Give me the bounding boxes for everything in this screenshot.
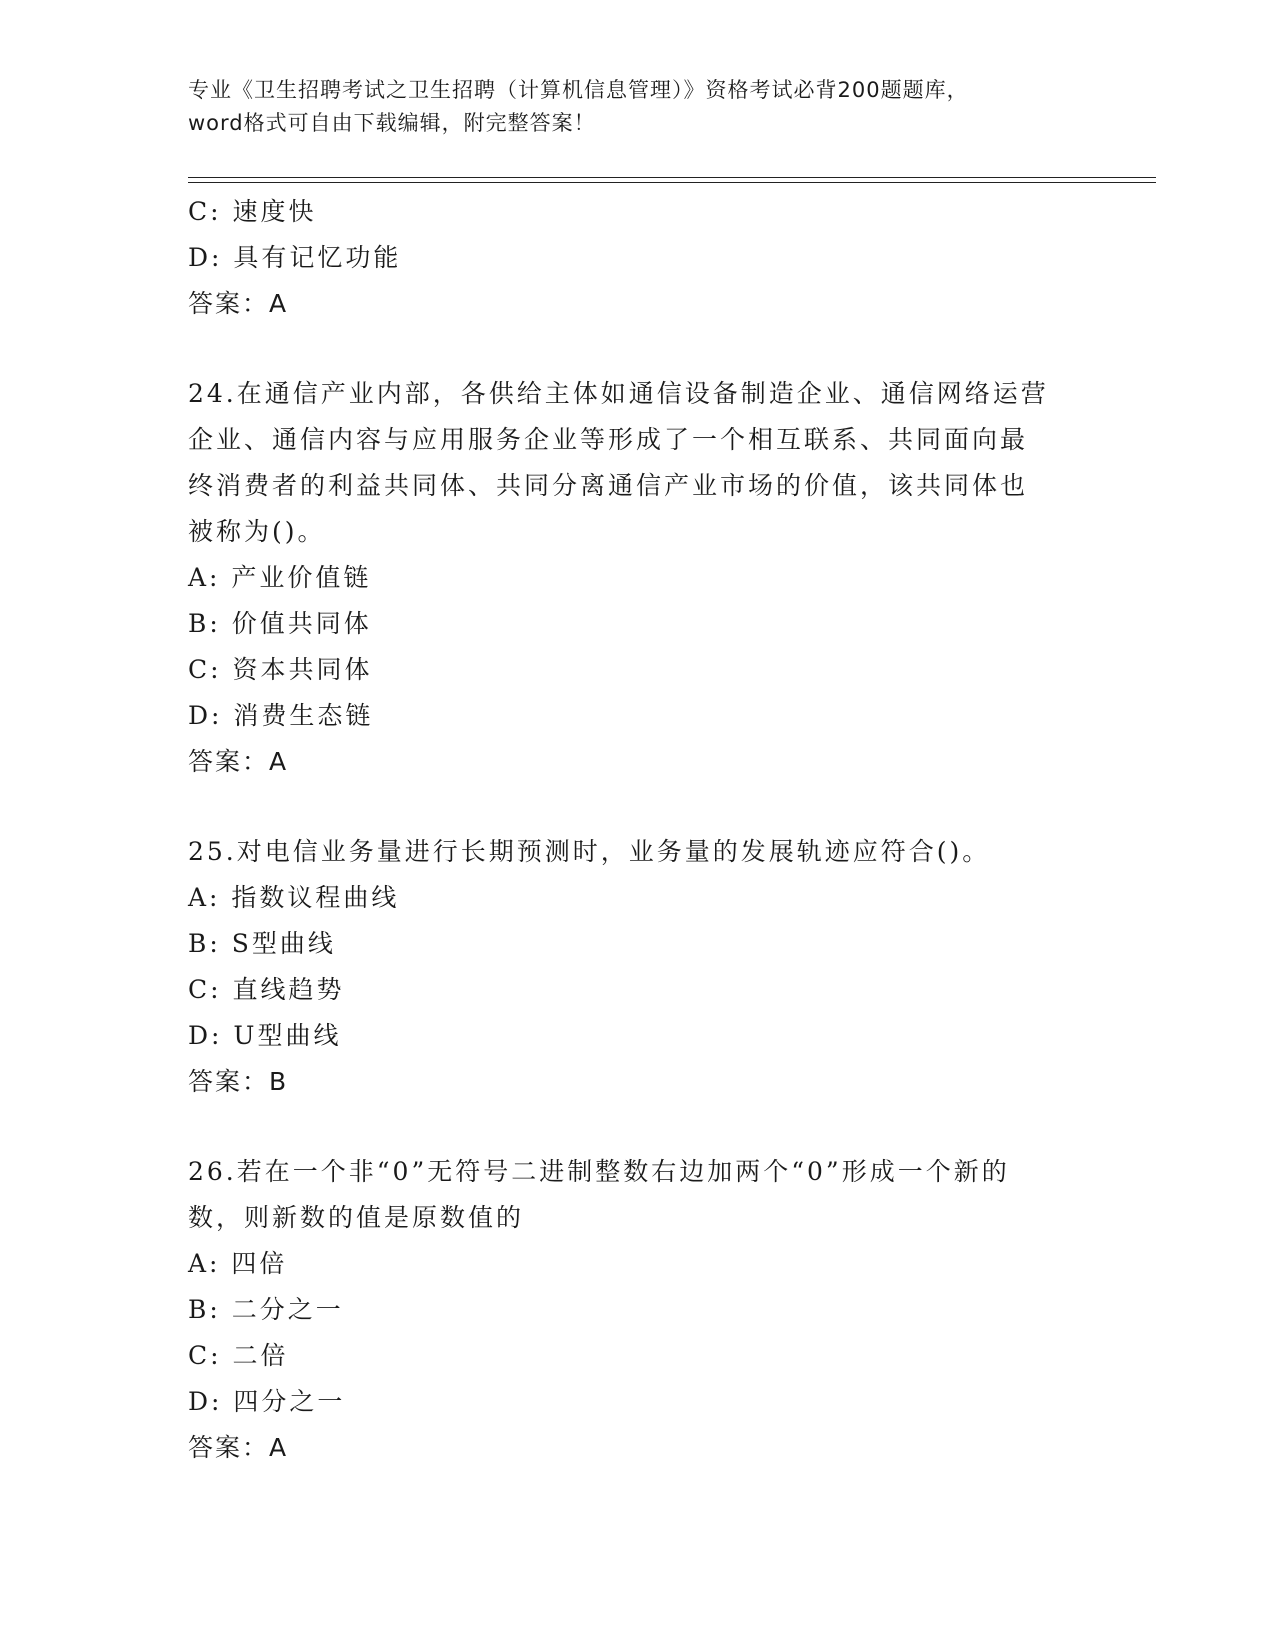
question-text-line: 企业、通信内容与应用服务企业等形成了一个相互联系、共同面向最 xyxy=(188,425,1029,454)
question-text-line: 25.对电信业务量进行长期预测时，业务量的发展轨迹应符合()。 xyxy=(188,837,991,866)
header-divider-bottom xyxy=(188,182,1156,183)
header-title-line-2: word格式可自由下载编辑，附完整答案！ xyxy=(188,111,596,135)
spacer xyxy=(188,785,1088,829)
option-c: C: 资本共同体 xyxy=(188,655,373,684)
document-header xyxy=(188,74,1108,140)
question-24 xyxy=(188,371,1088,785)
spacer xyxy=(188,327,1088,371)
answer-line: 答案：A xyxy=(188,1433,289,1462)
answer-line: 答案：B xyxy=(188,1067,289,1096)
option-d: D: U型曲线 xyxy=(188,1021,342,1050)
option-d: D: 消费生态链 xyxy=(188,701,374,730)
question-text-line: 24.在通信产业内部，各供给主体如通信设备制造企业、通信网络运营 xyxy=(188,379,1049,408)
answer-line: 答案：A xyxy=(188,289,289,318)
question-text-line: 26.若在一个非“0”无符号二进制整数右边加两个“0”形成一个新的 xyxy=(188,1157,1010,1186)
option-a: A: 四倍 xyxy=(188,1249,288,1278)
question-list xyxy=(188,189,1088,1471)
option-b: B: 价值共同体 xyxy=(188,609,372,638)
header-title-line-1: 专业《卫生招聘考试之卫生招聘（计算机信息管理）》资格考试必背200题题库， xyxy=(188,78,969,102)
question-text-line: 被称为()。 xyxy=(188,517,326,546)
option-d: D: 具有记忆功能 xyxy=(188,243,402,272)
question-text-line: 数，则新数的值是原数值的 xyxy=(188,1203,525,1232)
question-26 xyxy=(188,1149,1088,1471)
option-c: C: 直线趋势 xyxy=(188,975,345,1004)
option-c: C: 二倍 xyxy=(188,1341,289,1370)
previous-question-tail xyxy=(188,189,1088,327)
question-text-line: 终消费者的利益共同体、共同分离通信产业市场的价值，该共同体也 xyxy=(188,471,1029,500)
option-a: A: 产业价值链 xyxy=(188,563,372,592)
option-c: C: 速度快 xyxy=(188,197,317,226)
option-a: A: 指数议程曲线 xyxy=(188,883,400,912)
option-b: B: S型曲线 xyxy=(188,929,336,958)
spacer xyxy=(188,1105,1088,1149)
question-25 xyxy=(188,829,1088,1105)
header-divider-top xyxy=(188,177,1156,178)
option-d: D: 四分之一 xyxy=(188,1387,346,1416)
option-b: B: 二分之一 xyxy=(188,1295,344,1324)
answer-line: 答案：A xyxy=(188,747,289,776)
